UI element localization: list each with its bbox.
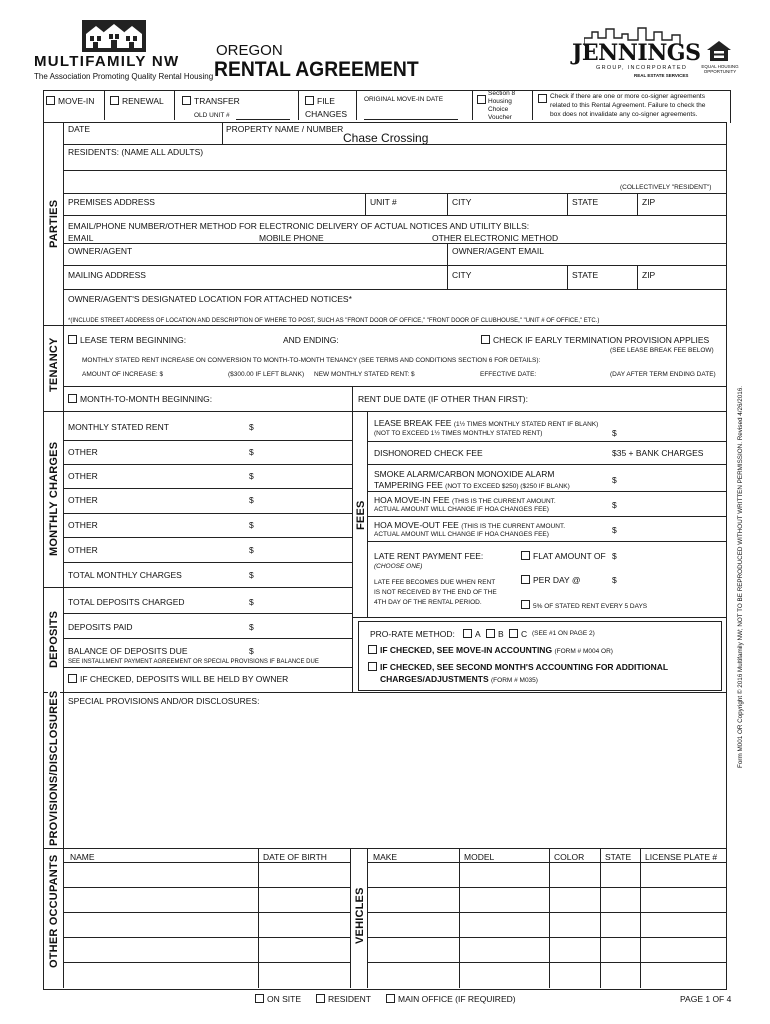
section-other-occupants: OTHER OCCUPANTS (48, 854, 60, 968)
late-note-1: LATE FEE BECOMES DUE WHEN RENT (374, 579, 496, 586)
owner-agent-email-label: OWNER/AGENT EMAIL (452, 246, 544, 256)
hoa-in-dollar[interactable]: $ (612, 500, 617, 510)
cosigner-line1: Check if there are one or more co-signer agreements (550, 93, 706, 100)
hoa-in-note2: ACTUAL AMOUNT WILL CHANGE IF HOA CHANGES FEE) (374, 506, 549, 513)
second-month-label-2: CHARGES/ADJUSTMENTS (FORM # M035) (380, 674, 538, 684)
equal-housing-logo (700, 40, 742, 82)
other-5-label: OTHER (68, 545, 98, 555)
vehicle-state-header: STATE (605, 852, 632, 862)
early-termination-checkbox[interactable]: CHECK IF EARLY TERMINATION PROVISION APPLIES (481, 335, 709, 345)
date-label: DATE (68, 124, 91, 134)
per-day-dollar[interactable]: $ (612, 575, 617, 585)
balance-label: BALANCE OF DEPOSITS DUE (68, 646, 188, 656)
hoa-in-note: (THIS IS THE CURRENT AMOUNT. (451, 498, 556, 505)
total-monthly-label: TOTAL MONTHLY CHARGES (68, 570, 182, 580)
flat-amount-dollar[interactable]: $ (612, 551, 617, 561)
and-ending-label: AND ENDING: (283, 335, 339, 345)
five-pct-checkbox[interactable]: 5% OF STATED RENT EVERY 5 DAYS (521, 600, 647, 611)
property-label: PROPERTY NAME / NUMBER (226, 124, 344, 134)
flat-amount-checkbox[interactable]: FLAT AMOUNT OF (521, 551, 606, 561)
movein-accounting-checkbox[interactable]: IF CHECKED, SEE MOVE-IN ACCOUNTING (FORM # M004 OR) (368, 645, 613, 656)
transfer-checkbox[interactable]: TRANSFER (182, 96, 240, 106)
email-label: EMAIL (68, 233, 94, 243)
designated-label: OWNER/AGENT'S DESIGNATED LOCATION FOR ATTACHED NOTICES* (68, 294, 352, 304)
total-monthly-dollar[interactable]: $ (249, 570, 254, 580)
other-4-dollar[interactable]: $ (249, 520, 254, 530)
smoke-note: (NOT TO EXCEED $250) ($250 IF BLANK) (445, 483, 570, 490)
footer-resident-checkbox[interactable]: RESIDENT (316, 994, 371, 1004)
vehicle-make-header: MAKE (373, 852, 398, 862)
hoa-out-note: (THIS IS THE CURRENT AMOUNT. (461, 523, 566, 530)
prorate-a-checkbox[interactable]: A (463, 629, 481, 639)
collectively-label: (COLLECTIVELY "RESIDENT") (620, 184, 712, 191)
original-move-in-field[interactable] (364, 119, 458, 120)
other-3-label: OTHER (68, 495, 98, 505)
mobile-label: MOBILE PHONE (259, 233, 324, 243)
second-form: (FORM # M035) (491, 677, 538, 684)
owner-agent-label: OWNER/AGENT (68, 246, 133, 256)
section-vehicles: VEHICLES (354, 887, 366, 944)
property-value[interactable]: Chase Crossing (343, 131, 429, 145)
page-number: PAGE 1 OF 4 (680, 994, 732, 1004)
held-by-owner-checkbox[interactable]: IF CHECKED, DEPOSITS WILL BE HELD BY OWNER (68, 674, 288, 684)
effective-date-label: EFFECTIVE DATE: (480, 371, 537, 378)
footer-on-site-checkbox[interactable]: ON SITE (255, 994, 301, 1004)
mtm-checkbox[interactable]: MONTH-TO-MONTH BEGINNING: (68, 394, 212, 404)
smoke-label-1: SMOKE ALARM/CARBON MONOXIDE ALARM (374, 469, 555, 479)
see-installment: SEE INSTALLMENT PAYMENT AGREEMENT OR SPECIAL PROVISIONS IF BALANCE DUE (68, 659, 319, 665)
mailing-zip-label: ZIP (642, 270, 656, 280)
prorate-c-checkbox[interactable]: C (509, 629, 527, 639)
occupant-name-header: NAME (70, 852, 95, 862)
electronic-delivery-label: EMAIL/PHONE NUMBER/OTHER METHOD FOR ELECTRONIC DELIVERY OF ACTUAL NOTICES AND UTILITY BILLS: (68, 221, 530, 231)
section-fees: FEES (355, 500, 367, 530)
city-label: CITY (452, 197, 472, 207)
hoa-in-label: HOA MOVE-IN FEE (THIS IS THE CURRENT AMOUNT. (374, 495, 556, 505)
unit-label: UNIT # (370, 197, 397, 207)
jennings-sub2: REAL ESTATE SERVICES (634, 73, 689, 78)
state-label: STATE (572, 197, 599, 207)
deposits-paid-label: DEPOSITS PAID (68, 622, 133, 632)
smoke-label-2: TAMPERING FEE (NOT TO EXCEED $250) ($250 IF BLANK) (374, 480, 570, 490)
jennings-logo (570, 26, 701, 82)
other-5-dollar[interactable]: $ (249, 545, 254, 555)
vehicle-color-header: COLOR (554, 852, 585, 862)
other-1-label: OTHER (68, 447, 98, 457)
old-unit-label: OLD UNIT # (194, 112, 230, 119)
provisions-area[interactable] (64, 708, 724, 846)
premises-label: PREMISES ADDRESS (68, 197, 155, 207)
section8-line4: Voucher (488, 114, 512, 121)
increase-line: MONTHLY STATED RENT INCREASE ON CONVERSION TO MONTH-TO-MONTH TENANCY (SEE TERMS AND CONDITIONS SECTION 6 FOR DETAILS): (82, 357, 541, 364)
other-electronic-label: OTHER ELECTRONIC METHOD (432, 233, 559, 243)
equal-housing-text: EQUAL HOUSING OPPORTUNITY (701, 64, 739, 74)
move-in-checkbox[interactable]: MOVE-IN (46, 96, 94, 106)
dishonored-label: DISHONORED CHECK FEE (374, 448, 483, 458)
jennings-name: JENNINGS (572, 40, 701, 66)
section8-line2: Housing (488, 98, 512, 105)
other-3-dollar[interactable]: $ (249, 495, 254, 505)
designated-footnote: *(INCLUDE STREET ADDRESS OF LOCATION AND DESCRIPTION OF WHERE TO POST, SUCH AS "FRONT DOOR OF OFFICE," "FRONT DOOR OF CLUBHOUSE," "UNIT # OF OFFICE," ETC.) (68, 318, 600, 324)
cosigner-line3: box does not invalidate any co-signer agreements. (550, 111, 698, 118)
section-parties: PARTIES (48, 199, 60, 248)
prorate-b-checkbox[interactable]: B (486, 629, 504, 639)
hoa-out-label: HOA MOVE-OUT FEE (THIS IS THE CURRENT AMOUNT. (374, 520, 566, 530)
jennings-sub: GROUP, INCORPORATED (596, 65, 688, 71)
file-changes-label: CHANGES (305, 109, 348, 119)
deposits-paid-dollar[interactable]: $ (249, 622, 254, 632)
section8-line3: Choice (488, 106, 509, 113)
other-2-dollar[interactable]: $ (249, 471, 254, 481)
lease-break-note: (1½ TIMES MONTHLY STATED RENT IF BLANK) (453, 421, 599, 428)
total-deposits-label: TOTAL DEPOSITS CHARGED (68, 597, 185, 607)
form-state: OREGON (216, 42, 283, 59)
new-rent-label: NEW MONTHLY STATED RENT: $ (314, 371, 415, 378)
lease-break-label: LEASE BREAK FEE (1½ TIMES MONTHLY STATED RENT IF BLANK) (374, 418, 599, 428)
other-2-label: OTHER (68, 471, 98, 481)
file-changes-checkbox[interactable]: FILE (305, 96, 335, 106)
houses-icon (82, 20, 146, 52)
logo-tagline: The Association Promoting Quality Rental Housing (34, 72, 214, 81)
hoa-out-dollar[interactable]: $ (612, 525, 617, 535)
form-title: RENTAL AGREEMENT (214, 58, 419, 81)
mailing-label: MAILING ADDRESS (68, 270, 146, 280)
occupant-dob-header: DATE OF BIRTH (263, 852, 327, 862)
late-note-3: 4TH DAY OF THE RENTAL PERIOD. (374, 599, 482, 606)
cosigner-line2: related to this Rental Agreement. Failure to check the (550, 102, 706, 109)
section-tenancy: TENANCY (48, 337, 60, 392)
cosigner-checkbox[interactable] (538, 94, 547, 103)
balance-dollar[interactable]: $ (249, 646, 254, 656)
vehicle-model-header: MODEL (464, 852, 495, 862)
smoke-dollar[interactable]: $ (612, 475, 617, 485)
late-note-2: IS NOT RECEIVED BY THE END OF THE (374, 589, 497, 596)
section8-checkbox[interactable] (477, 95, 486, 104)
footer-main-office-checkbox[interactable]: MAIN OFFICE (IF REQUIRED) (386, 994, 516, 1004)
lease-break-dollar[interactable]: $ (612, 428, 617, 438)
section-provisions: PROVISIONS/DISCLOSURES (48, 690, 60, 846)
vehicle-plate-header: LICENSE PLATE # (645, 852, 718, 862)
day-after-label: (DAY AFTER TERM ENDING DATE) (610, 371, 716, 378)
hoa-out-note2: ACTUAL AMOUNT WILL CHANGE IF HOA CHANGES FEE) (374, 531, 549, 538)
movein-form: (FORM # M004 OR) (554, 648, 613, 655)
zip-label: ZIP (642, 197, 656, 207)
default-increase: ($300.00 IF LEFT BLANK) (228, 371, 305, 378)
lease-break-note2: (NOT TO EXCEED 1½ TIMES MONTHLY STATED RENT) (374, 430, 543, 437)
other-1-dollar[interactable]: $ (249, 447, 254, 457)
total-deposits-dollar[interactable]: $ (249, 597, 254, 607)
see-1-page-2: (SEE #1 ON PAGE 2) (532, 630, 595, 637)
lease-term-checkbox[interactable]: LEASE TERM BEGINNING: (68, 335, 186, 345)
stated-rent-label: MONTHLY STATED RENT (68, 422, 169, 432)
prorate-label: PRO-RATE METHOD: (370, 629, 455, 639)
dishonored-value: $35 + BANK CHARGES (612, 448, 704, 458)
per-day-checkbox[interactable]: PER DAY @ (521, 575, 581, 585)
section-monthly-charges: MONTHLY CHARGES (48, 441, 60, 556)
late-fee-label: LATE RENT PAYMENT FEE: (374, 551, 484, 561)
choose-one-label: (CHOOSE ONE) (374, 563, 423, 570)
rent-due-label: RENT DUE DATE (IF OTHER THAN FIRST): (358, 394, 529, 404)
stated-rent-dollar[interactable]: $ (249, 422, 254, 432)
old-unit-field[interactable] (236, 119, 290, 120)
mailing-city-label: CITY (452, 270, 472, 280)
see-lease-break: (SEE LEASE BREAK FEE BELOW) (610, 347, 714, 354)
second-month-checkbox[interactable]: IF CHECKED, SEE SECOND MONTH'S ACCOUNTING FOR ADDITIONAL (368, 662, 668, 672)
original-move-in-label: ORIGINAL MOVE-IN DATE (364, 96, 444, 103)
mailing-state-label: STATE (572, 270, 599, 280)
equal-housing-icon (706, 40, 732, 62)
section-deposits: DEPOSITS (48, 610, 60, 668)
residents-label: RESIDENTS: (NAME ALL ADULTS) (68, 147, 204, 157)
multifamily-logo (34, 20, 214, 82)
renewal-checkbox[interactable]: RENEWAL (110, 96, 164, 106)
other-4-label: OTHER (68, 520, 98, 530)
amount-increase-label: AMOUNT OF INCREASE: $ (82, 371, 164, 378)
section8-line1: Section 8 (488, 90, 516, 97)
provisions-title: SPECIAL PROVISIONS AND/OR DISCLOSURES: (68, 696, 260, 706)
logo-name: MULTIFAMILY NW (34, 53, 180, 70)
copyright-side-note: Form M001 OR Copyright © 2016 Multifamily NW; NOT TO BE REPRODUCED WITHOUT WRITTEN PERMISSION. Revised 4/26/2016. (737, 386, 744, 768)
